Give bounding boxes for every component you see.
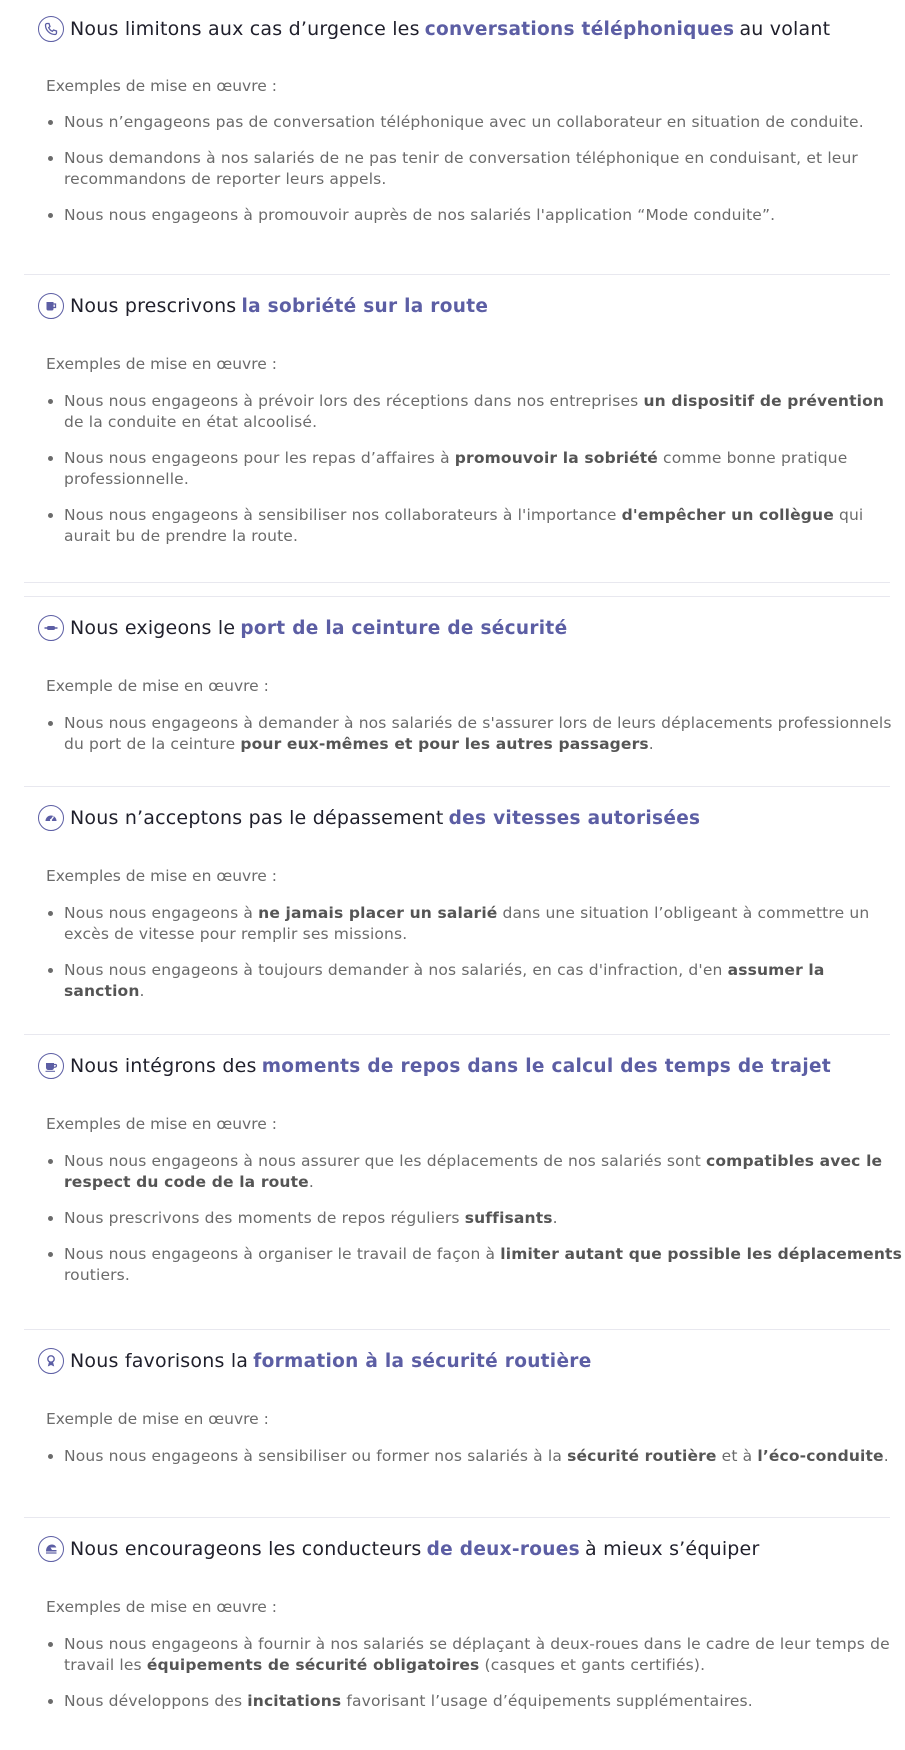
heading-emphasis: la sobriété sur la route: [241, 295, 489, 317]
seatbelt-icon: [38, 615, 64, 641]
section-training: [24, 1330, 890, 1518]
list-item: Nous n’engageons pas de conversation téléphonique avec un collaborateur en situation de conduite.: [46, 112, 905, 133]
speedometer-icon: [38, 805, 64, 831]
section-speed: [24, 787, 890, 1031]
heading-emphasis: des vitesses autorisées: [448, 807, 701, 829]
heading-text-end: à mieux s’équiper: [585, 1538, 760, 1560]
section-phone: [24, 0, 890, 240]
examples-label: Exemples de mise en œuvre :: [46, 1598, 277, 1616]
section-sobriety: [24, 275, 890, 575]
section-heading: [38, 1536, 759, 1562]
examples-label: Exemples de mise en œuvre :: [46, 77, 277, 95]
heading-emphasis: conversations téléphoniques: [424, 18, 735, 40]
section-heading: [38, 805, 700, 831]
section-heading: [38, 16, 830, 42]
examples-label: Exemples de mise en œuvre :: [46, 355, 277, 373]
heading-emphasis: de deux-roues: [426, 1538, 580, 1560]
list-item: Nous nous engageons à ne jamais placer un salarié dans une situation l’obligeant à commettre un excès de vitesse pour remplir ses missions.: [46, 903, 905, 945]
heading-text: Nous favorisons la: [70, 1350, 249, 1372]
examples-label: Exemple de mise en œuvre :: [46, 677, 269, 695]
heading-text-end: au volant: [739, 18, 831, 40]
section-heading: [38, 1348, 592, 1374]
list-item: Nous nous engageons à fournir à nos salariés se déplaçant à deux-roues dans le cadre de leur temps de travail les équipements de sécurité obligatoires (casques et gants certifiés).: [46, 1634, 905, 1676]
heading-emphasis: moments de repos dans le calcul des temps de trajet: [261, 1055, 831, 1077]
heading-text: Nous n’acceptons pas le dépassement: [70, 807, 444, 829]
heading-emphasis: formation à la sécurité routière: [253, 1350, 592, 1372]
glass-icon: [38, 293, 64, 319]
list-item: Nous nous engageons à organiser le travail de façon à limiter autant que possible les déplacements routiers.: [46, 1244, 905, 1286]
award-ribbon-icon: [38, 1348, 64, 1374]
heading-text: Nous limitons aux cas d’urgence les: [70, 18, 420, 40]
list-item: Nous prescrivons des moments de repos réguliers suffisants.: [46, 1208, 905, 1229]
list-item: Nous nous engageons à demander à nos salariés de s'assurer lors de leurs déplacements professionnels du port de la ceinture pour eux-mêmes et pour les autres passagers.: [46, 713, 905, 755]
section-two-wheelers: [24, 1518, 890, 1750]
heading-text: Nous intégrons des: [70, 1055, 257, 1077]
section-heading: [38, 615, 567, 641]
list-item: Nous nous engageons à sensibiliser ou former nos salariés à la sécurité routière et à l’éco-conduite.: [46, 1446, 905, 1467]
list-item: Nous nous engageons à toujours demander à nos salariés, en cas d'infraction, d'en assumer la sanction.: [46, 960, 905, 1002]
examples-label: Exemple de mise en œuvre :: [46, 1410, 269, 1428]
section-heading: [38, 293, 488, 319]
section-seatbelt: [24, 597, 890, 783]
list-item: Nous demandons à nos salariés de ne pas tenir de conversation téléphonique en conduisant, et leur recommandons de reporter leurs appels.: [46, 148, 905, 190]
list-item: Nous nous engageons à sensibiliser nos collaborateurs à l'importance d'empêcher un collègue qui aurait bu de prendre la route.: [46, 505, 905, 547]
list-item: Nous nous engageons à nous assurer que les déplacements de nos salariés sont compatibles avec le respect du code de la route.: [46, 1151, 905, 1193]
heading-emphasis: port de la ceinture de sécurité: [240, 617, 568, 639]
examples-label: Exemples de mise en œuvre :: [46, 1115, 277, 1133]
examples-label: Exemples de mise en œuvre :: [46, 867, 277, 885]
list-item: Nous nous engageons pour les repas d’affaires à promouvoir la sobriété comme bonne pratique professionnelle.: [46, 448, 905, 490]
heading-text: Nous exigeons le: [70, 617, 236, 639]
list-item: Nous développons des incitations favorisant l’usage d’équipements supplémentaires.: [46, 1691, 905, 1712]
section-heading: [38, 1053, 831, 1079]
heading-text: Nous prescrivons: [70, 295, 237, 317]
helmet-icon: [38, 1536, 64, 1562]
heading-text: Nous encourageons les conducteurs: [70, 1538, 422, 1560]
list-item: Nous nous engageons à prévoir lors des réceptions dans nos entreprises un dispositif de prévention de la conduite en état alcoolisé.: [46, 391, 905, 433]
section-rest: [24, 1035, 902, 1325]
list-item: Nous nous engageons à promouvoir auprès de nos salariés l'application “Mode conduite”.: [46, 205, 905, 226]
phone-icon: [38, 16, 64, 42]
divider: [24, 582, 890, 583]
coffee-cup-icon: [38, 1053, 64, 1079]
